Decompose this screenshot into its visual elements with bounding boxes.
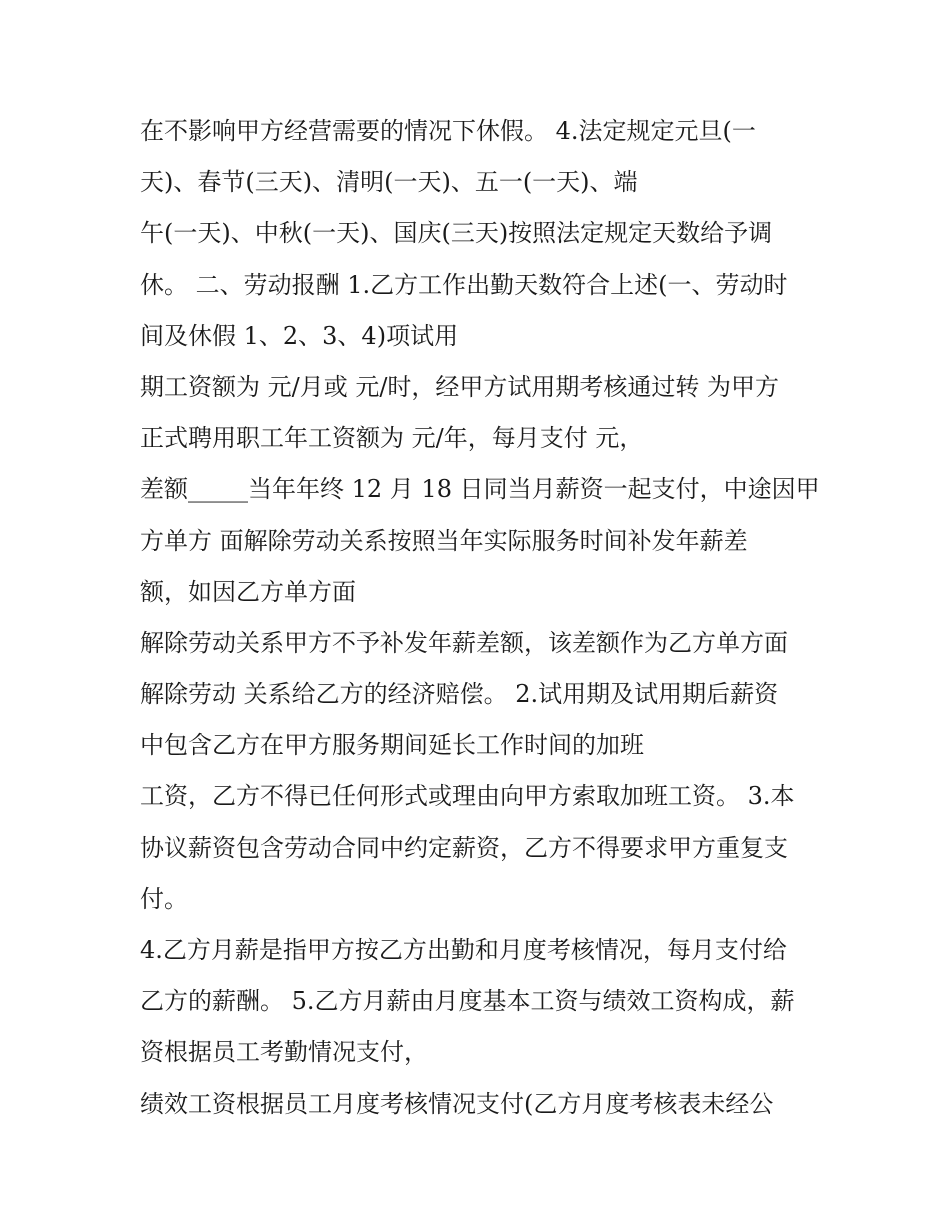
text-line-5: 间及休假 1、2、3、4)项试用 — [140, 321, 459, 350]
text-line-4: 休。 二、劳动报酬 1.乙方工作出勤天数符合上述(一、劳动时 — [140, 270, 788, 299]
text-line-20: 绩效工资根据员工月度考核情况支付(乙方月度考核表未经公 — [140, 1089, 774, 1118]
text-line-3: 午(一天)、中秋(一天)、国庆(三天)按照法定规定天数给予调 — [140, 219, 773, 248]
text-line-13: 中包含乙方在甲方服务期间延长工作时间的加班 — [140, 731, 644, 760]
text-line-17: 4.乙方月薪是指甲方按乙方出勤和月度考核情况，每月支付给 — [140, 936, 787, 964]
text-line-11: 解除劳动关系甲方不予补发年薪差额，该差额作为乙方单方面 — [140, 628, 788, 657]
text-line-1: 在不影响甲方经营需要的情况下休假。 4.法定规定元旦(一 — [140, 117, 756, 145]
text-line-2: 天)、春节(三天)、清明(一天)、五一(一天)、端 — [140, 168, 638, 197]
document-body — [140, 106, 830, 1130]
text-line-7: 正式聘用职工年工资额为 元/年，每月支付 元， — [140, 424, 644, 453]
text-line-18: 乙方的薪酬。 5.乙方月薪由月度基本工资与绩效工资构成，薪 — [140, 987, 795, 1016]
text-line-19: 资根据员工考勤情况支付， — [140, 1038, 428, 1067]
text-line-15: 协议薪资包含劳动合同中约定薪资，乙方不得要求甲方重复支 — [140, 833, 788, 862]
text-line-10: 额，如因乙方单方面 — [140, 577, 356, 606]
text-line-6: 期工资额为 元/月或 元/时，经甲方试用期考核通过转 为甲方 — [140, 372, 780, 401]
text-line-9: 方单方 面解除劳动关系按照当年实际服务时间补发年薪差 — [140, 526, 748, 555]
text-line-14: 工资，乙方不得已任何形式或理由向甲方索取加班工资。 3.本 — [140, 782, 795, 811]
text-line-12: 解除劳动 关系给乙方的经济赔偿。 2.试用期及试用期后薪资 — [140, 680, 779, 709]
text-line-8: 差额_____当年年终 12 月 18 日同当月薪资一起支付，中途因甲 — [140, 475, 820, 504]
text-line-16: 付。 — [140, 884, 188, 913]
